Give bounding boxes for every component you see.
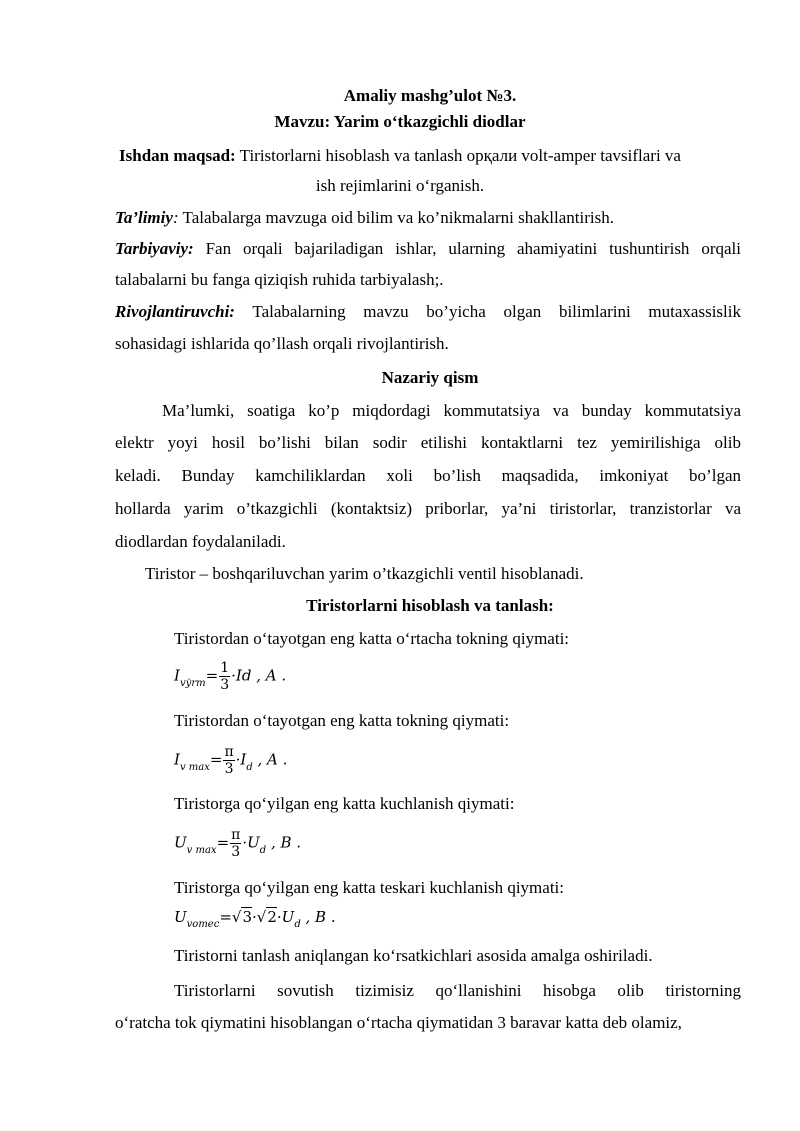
upbringing-line-2: talabalarni bu fanga qiziqish ruhida tarbiyalash;.: [115, 270, 444, 289]
upbringing-label: Tarbiyaviy:: [115, 239, 194, 258]
formula4-radicand-2: 2: [267, 908, 277, 926]
goal-line-2: ish rejimlarini o‘rganish.: [315, 176, 485, 195]
formula3-fraction: [230, 827, 241, 860]
calc-heading: Tiristorlarni hisoblash va tanlash:: [306, 596, 554, 615]
developmental-line-2: sohasidagi ishlarida qo’llash orqali rivojlantirish.: [115, 334, 449, 353]
formula4-sqrt-3: √3: [231, 908, 253, 926]
upbringing-text-1: Fan orqali bajariladigan ishlar, ularning ahamiyatini tushuntirish orqali: [193, 239, 741, 258]
formula3-equation: [174, 827, 301, 860]
formula4-rest-subscript: d: [294, 919, 301, 930]
formula2-subscript: v max: [179, 761, 210, 773]
formula3-tail: , B .: [266, 833, 302, 852]
cooling-line-1: Tiristorlarni sovutish tizimisiz qo‘llanishini hisobga olib tiristorning: [174, 981, 741, 1000]
educational-line: [115, 207, 614, 229]
upbringing-line-1: [115, 238, 741, 260]
developmental-line-1: [115, 301, 741, 323]
document-title: Amaliy mashg’ulot №3.: [343, 86, 517, 105]
formula3-symbol: U: [174, 833, 187, 852]
theory-heading: Nazariy qism: [381, 368, 479, 387]
educational-text: Talabalarga mavzuga oid bilim va ko’nikmalarni shakllantirish.: [178, 208, 614, 227]
developmental-text-1: Talabalarning mavzu bo’yicha olgan bilimlarini mutaxassislik: [234, 302, 741, 321]
formula2-symbol: I: [174, 750, 180, 769]
formula3-rest-subscript: d: [259, 844, 267, 856]
formula4-dot: ·: [252, 908, 257, 926]
formula3-eq: =: [216, 833, 230, 852]
theory-line-2: elektr yoyi hosil bo’lishi bilan sodir etilishi kontaktlarni tez yemirilishiga olib: [115, 433, 741, 452]
goal-text-1: Tiristorlarni hisoblash va tanlash opқали volt-amper tavsiflari va: [235, 146, 681, 165]
formula2-equation: [174, 744, 287, 777]
formula1-denominator: 3: [220, 677, 230, 693]
formula1-symbol: I: [174, 666, 180, 685]
formula4-symbol: U: [174, 908, 187, 926]
selection-note: Tiristorni tanlash aniqlangan ko‘rsatkichlari asosida amalga oshiriladi.: [174, 946, 653, 965]
educational-label: Ta’limiy: [115, 208, 173, 227]
topic-heading: Mavzu: Yarim o‘tkazgichli diodlar: [274, 112, 526, 131]
theory-line-5: diodlardan foydalaniladi.: [115, 532, 286, 551]
formula1-subscript: vўrm: [179, 677, 206, 689]
formula2-intro: Tiristordan o‘tayotgan eng katta tokning qiymati:: [174, 711, 510, 730]
formula3-denominator: 3: [231, 844, 241, 860]
formula1-numerator: 1: [220, 660, 230, 676]
formula4-eq: =: [219, 908, 232, 926]
formula1-rest: ·Id , A .: [231, 666, 287, 685]
formula1-equation: [174, 660, 286, 693]
formula1-fraction: [219, 660, 230, 693]
formula2-denominator: 3: [224, 761, 234, 777]
formula2-numerator: π: [224, 744, 234, 760]
formula2-rest-subscript: d: [246, 761, 253, 773]
developmental-label: Rivojlantiruvchi:: [115, 302, 235, 321]
thyristor-definition: Tiristor – boshqariluvchan yarim o’tkazgichli ventil hisoblanadi.: [145, 564, 584, 583]
formula2-fraction: [223, 744, 234, 777]
formula4-subscript: vomec: [186, 919, 220, 930]
formula1-eq: =: [205, 666, 219, 685]
formula3-subscript: v max: [186, 844, 217, 856]
cooling-line-2: o‘ratcha tok qiymatini hisoblangan o‘rtacha qiymatidan 3 baravar katta deb olamiz,: [115, 1013, 682, 1032]
theory-line-4: hollarda yarim o’tkazgichli (kontaktsiz) priborlar, ya’ni tiristorlar, tranzistorlar va: [115, 499, 741, 518]
educational-colon: :: [172, 208, 179, 227]
formula4-equation: [174, 908, 336, 930]
formula4-tail: , B .: [300, 908, 336, 926]
theory-line-3: keladi. Bunday kamchiliklardan xoli bo’lish maqsadida, imkoniyat bo’lgan: [115, 466, 741, 485]
formula2-rest: ·I: [235, 750, 247, 769]
formula2-eq: =: [209, 750, 223, 769]
formula4-intro: Tiristorga qo‘yilgan eng katta teskari kuchlanish qiymati:: [174, 878, 564, 897]
formula1-intro: Tiristordan o‘tayotgan eng katta o‘rtacha tokning qiymati:: [174, 629, 570, 648]
formula4-sqrt-2: √2: [256, 908, 277, 926]
goal-line-1: [0, 145, 800, 167]
formula3-rest: ·U: [242, 833, 260, 852]
formula3-intro: Tiristorga qo‘yilgan eng katta kuchlanish qiymati:: [174, 794, 515, 813]
formula4-radicand-1: 3: [242, 908, 253, 926]
formula4-rest: ·U: [276, 908, 295, 926]
formula2-tail: , A .: [252, 750, 288, 769]
formula3-numerator: π: [231, 827, 241, 843]
theory-line-1: Ma’lumki, soatiga ko’p miqdordagi kommutatsiya va bunday kommutatsiya: [162, 401, 741, 420]
goal-label: Ishdan maqsad:: [119, 146, 236, 165]
